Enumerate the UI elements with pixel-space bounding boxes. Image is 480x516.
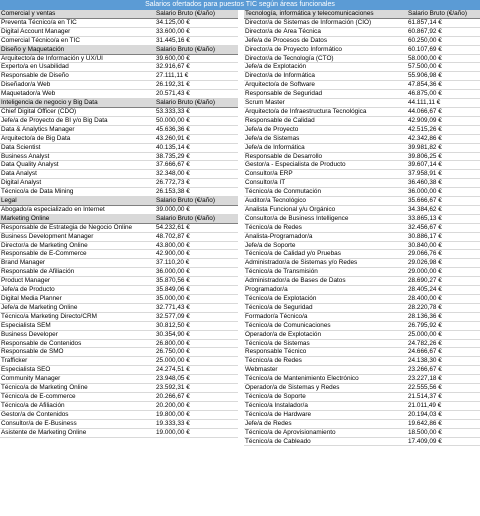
table-row bbox=[244, 19, 480, 28]
role-cell: Consultor/a de E-Business bbox=[1, 419, 77, 427]
section-title: Comercial y ventas bbox=[1, 10, 56, 17]
salary-cell: 24.274,51 € bbox=[156, 366, 190, 374]
table-row bbox=[0, 375, 238, 384]
role-cell: Arquitecto/a de Big Data bbox=[1, 134, 71, 142]
salary-header: Salario Bruto (€/año) bbox=[156, 45, 215, 53]
table-row bbox=[0, 63, 238, 72]
table-row bbox=[244, 304, 480, 313]
salary-cell: 60.250,00 € bbox=[408, 36, 442, 44]
role-cell: Asistente de Marketing Online bbox=[1, 428, 87, 436]
table-row bbox=[244, 420, 480, 429]
role-cell: Arquitecto/a de Infraestructura Tecnológica bbox=[245, 107, 367, 115]
salary-cell: 31.445,16 € bbox=[156, 36, 190, 44]
table-row bbox=[0, 242, 238, 251]
role-cell: Trafficker bbox=[1, 357, 28, 365]
role-cell: Data Scientist bbox=[1, 143, 41, 151]
section-title: Diseño y Maquetación bbox=[1, 45, 65, 53]
salary-cell: 57.500,00 € bbox=[408, 63, 442, 71]
salary-cell: 24.782,26 € bbox=[408, 339, 442, 347]
role-cell: Director/a de Informática bbox=[245, 72, 315, 80]
role-cell: Responsable de Calidad bbox=[245, 116, 315, 124]
salary-cell: 46.875,00 € bbox=[408, 90, 442, 98]
salary-cell: 60.867,92 € bbox=[408, 27, 442, 35]
role-cell: Brand Manager bbox=[1, 259, 46, 267]
table-row bbox=[244, 188, 480, 197]
salary-cell: 35.666,67 € bbox=[408, 197, 442, 205]
table-row bbox=[244, 295, 480, 304]
table-row bbox=[0, 206, 238, 215]
role-cell: Consultor/a ERP bbox=[245, 170, 293, 178]
salary-cell: 19.642,86 € bbox=[408, 419, 442, 427]
role-cell: Técnico/a de Marketing Online bbox=[1, 384, 88, 392]
role-cell: Maquetador/a Web bbox=[1, 90, 56, 98]
table-row bbox=[244, 375, 480, 384]
section-header-row bbox=[244, 10, 480, 19]
right-column bbox=[244, 10, 480, 446]
table-row bbox=[244, 366, 480, 375]
role-cell: Especialista SEM bbox=[1, 321, 51, 329]
salary-header: Salario Bruto (€/año) bbox=[156, 197, 215, 205]
table-row bbox=[244, 81, 480, 90]
role-cell: Analista-Programador/a bbox=[245, 232, 313, 240]
salary-cell: 43.800,00 € bbox=[156, 241, 190, 249]
salary-cell: 29.066,76 € bbox=[408, 250, 442, 258]
table-row bbox=[0, 304, 238, 313]
table-row bbox=[0, 286, 238, 295]
left-column bbox=[0, 10, 238, 438]
role-cell: Director/a de Tecnología (CTO) bbox=[245, 54, 334, 62]
role-cell: Business Development Manager bbox=[1, 232, 94, 240]
table-row bbox=[0, 90, 238, 99]
role-cell: Jefe/a de Proyecto de BI y/o Big Data bbox=[1, 116, 108, 124]
role-cell: Responsable de Contenidos bbox=[1, 339, 82, 347]
table-row bbox=[0, 277, 238, 286]
salary-cell: 38.735,29 € bbox=[156, 152, 190, 160]
salary-cell: 30.840,00 € bbox=[408, 241, 442, 249]
role-cell: Jefe/a de Soporte bbox=[245, 241, 296, 249]
salary-cell: 39.981,82 € bbox=[408, 143, 442, 151]
role-cell: Técnico/a de Sistemas bbox=[245, 339, 310, 347]
table-row bbox=[244, 438, 480, 447]
salary-cell: 39.600,00 € bbox=[156, 54, 190, 62]
table-row bbox=[0, 117, 238, 126]
salary-cell: 53.333,33 € bbox=[156, 107, 190, 115]
table-row bbox=[244, 357, 480, 366]
table-row bbox=[244, 126, 480, 135]
salary-cell: 47.854,36 € bbox=[408, 81, 442, 89]
role-cell: Responsable de Afiliación bbox=[1, 268, 75, 276]
salary-cell: 26.750,00 € bbox=[156, 348, 190, 356]
table-row bbox=[244, 233, 480, 242]
table-row bbox=[0, 37, 238, 46]
table-row bbox=[244, 348, 480, 357]
salary-cell: 28.690,27 € bbox=[408, 277, 442, 285]
table-row bbox=[0, 366, 238, 375]
salary-header: Salario Bruto (€/año) bbox=[156, 10, 215, 17]
salary-cell: 25.000,00 € bbox=[408, 330, 442, 338]
table-row bbox=[244, 161, 480, 170]
table-row bbox=[244, 411, 480, 420]
table-row bbox=[0, 28, 238, 37]
role-cell: Técnico/a Instalador/a bbox=[245, 401, 308, 409]
table-row bbox=[244, 179, 480, 188]
role-cell: Comercial Técnico/a en TIC bbox=[1, 36, 80, 44]
role-cell: Analista Funcional y/u Orgánico bbox=[245, 205, 336, 213]
table-row bbox=[0, 72, 238, 81]
table-row bbox=[0, 357, 238, 366]
salary-cell: 37.110,20 € bbox=[156, 259, 190, 267]
role-cell: Director/a de Marketing Online bbox=[1, 241, 88, 249]
role-cell: Responsable Técnico bbox=[245, 348, 307, 356]
role-cell: Auditor/a Tecnológico bbox=[245, 197, 306, 205]
table-row bbox=[244, 206, 480, 215]
table-row bbox=[0, 19, 238, 28]
salary-cell: 45.636,36 € bbox=[156, 125, 190, 133]
role-cell: Data & Analytics Manager bbox=[1, 125, 75, 133]
table-row bbox=[0, 268, 238, 277]
salary-cell: 32.771,43 € bbox=[156, 303, 190, 311]
table-row bbox=[244, 72, 480, 81]
section-title: Legal bbox=[1, 197, 17, 205]
salary-cell: 26.800,00 € bbox=[156, 339, 190, 347]
table-row bbox=[244, 224, 480, 233]
table-row bbox=[244, 268, 480, 277]
role-cell: Técnico/a de Redes bbox=[245, 357, 302, 365]
role-cell: Abogado/a especializado en Internet bbox=[1, 205, 105, 213]
section-title: Marketing Online bbox=[1, 214, 50, 222]
table-row bbox=[0, 126, 238, 135]
salary-cell: 58.000,00 € bbox=[408, 54, 442, 62]
salary-cell: 24.138,30 € bbox=[408, 357, 442, 365]
salary-cell: 33.865,13 € bbox=[408, 214, 442, 222]
role-cell: Digital Account Manager bbox=[1, 27, 71, 35]
salary-cell: 23.948,05 € bbox=[156, 375, 190, 383]
table-row bbox=[244, 37, 480, 46]
table-row bbox=[244, 108, 480, 117]
salary-cell: 30.354,90 € bbox=[156, 330, 190, 338]
salary-cell: 20.200,00 € bbox=[156, 401, 190, 409]
salary-cell: 55.906,98 € bbox=[408, 72, 442, 80]
salary-cell: 18.500,00 € bbox=[408, 428, 442, 436]
role-cell: Técnico/a de Data Mining bbox=[1, 188, 74, 196]
role-cell: Técnico/a de Seguridad bbox=[245, 303, 313, 311]
salary-cell: 26.795,92 € bbox=[408, 321, 442, 329]
table-row bbox=[244, 429, 480, 438]
table-row bbox=[0, 420, 238, 429]
table-row bbox=[0, 55, 238, 64]
table-row bbox=[0, 429, 238, 438]
role-cell: Técnico/a de Aprovisionamiento bbox=[245, 428, 336, 436]
salary-cell: 20.571,43 € bbox=[156, 90, 190, 98]
role-cell: Responsable de Estrategia de Negocio Online bbox=[1, 223, 133, 231]
section-title: Tecnología, informática y telecomunicaciones bbox=[245, 10, 374, 17]
table-row bbox=[244, 55, 480, 64]
salary-cell: 42.909,09 € bbox=[408, 116, 442, 124]
salary-cell: 44.111,11 € bbox=[408, 99, 441, 107]
salary-cell: 43.260,91 € bbox=[156, 134, 190, 142]
role-cell: Responsable de E-Commerce bbox=[1, 250, 87, 258]
table-row bbox=[244, 170, 480, 179]
table-row bbox=[0, 170, 238, 179]
salary-cell: 36.000,00 € bbox=[156, 268, 190, 276]
role-cell: Jefe/a de Redes bbox=[245, 419, 292, 427]
role-cell: Jefe/a de Marketing Online bbox=[1, 303, 78, 311]
role-cell: Formador/a Técnico/a bbox=[245, 312, 308, 320]
table-row bbox=[244, 340, 480, 349]
role-cell: Técnico/a de Redes bbox=[245, 223, 302, 231]
salary-header: Salario Bruto (€/año) bbox=[408, 10, 467, 17]
role-cell: Jefe/a de Sistemas bbox=[245, 134, 300, 142]
section-header-row bbox=[0, 46, 238, 55]
role-cell: Preventa Técnico/a en TIC bbox=[1, 18, 77, 26]
role-cell: Data Analyst bbox=[1, 170, 37, 178]
salary-cell: 26.772,73 € bbox=[156, 179, 190, 187]
role-cell: Programador/a bbox=[245, 286, 288, 294]
table-row bbox=[0, 250, 238, 259]
salary-cell: 30.812,50 € bbox=[156, 321, 190, 329]
role-cell: Product Manager bbox=[1, 277, 51, 285]
salary-cell: 20.266,67 € bbox=[156, 392, 190, 400]
table-row bbox=[0, 348, 238, 357]
role-cell: Community Manager bbox=[1, 375, 61, 383]
role-cell: Técnico/a de Hardware bbox=[245, 410, 312, 418]
salary-cell: 28.136,36 € bbox=[408, 312, 442, 320]
salary-cell: 29.026,98 € bbox=[408, 259, 442, 267]
table-row bbox=[244, 117, 480, 126]
salary-cell: 23.227,18 € bbox=[408, 375, 442, 383]
role-cell: Director/a de Área Técnica bbox=[245, 27, 321, 35]
table-row bbox=[244, 63, 480, 72]
table-row bbox=[0, 259, 238, 268]
table-row bbox=[0, 81, 238, 90]
salary-cell: 61.857,14 € bbox=[408, 18, 442, 26]
table-row bbox=[0, 233, 238, 242]
role-cell: Especialista SEO bbox=[1, 366, 51, 374]
table-row bbox=[244, 384, 480, 393]
role-cell: Técnico/a de Mantenimiento Electrónico bbox=[245, 375, 359, 383]
role-cell: Scrum Master bbox=[245, 99, 285, 107]
role-cell: Webmaster bbox=[245, 366, 278, 374]
salary-cell: 23.266,67 € bbox=[408, 366, 442, 374]
role-cell: Técnico/a Marketing Directo/CRM bbox=[1, 312, 97, 320]
role-cell: Responsable de Diseño bbox=[1, 72, 69, 80]
salary-cell: 32.916,67 € bbox=[156, 63, 190, 71]
table-row bbox=[0, 313, 238, 322]
section-header-row bbox=[0, 10, 238, 19]
role-cell: Administrador/a de Bases de Datos bbox=[245, 277, 346, 285]
salary-header: Salario Bruto (€/año) bbox=[156, 214, 215, 222]
salary-cell: 48.702,87 € bbox=[156, 232, 190, 240]
salary-cell: 37.958,91 € bbox=[408, 170, 442, 178]
role-cell: Jefe/a de Proyecto bbox=[245, 125, 299, 133]
table-row bbox=[244, 393, 480, 402]
role-cell: Diseñador/a Web bbox=[1, 81, 51, 89]
salary-cell: 24.666,67 € bbox=[408, 348, 442, 356]
table-row bbox=[0, 295, 238, 304]
role-cell: Experto/a en Usabilidad bbox=[1, 63, 69, 71]
salary-cell: 19.333,33 € bbox=[156, 419, 190, 427]
salary-cell: 26.153,38 € bbox=[156, 188, 190, 196]
role-cell: Jefe/a de Informática bbox=[245, 143, 305, 151]
role-cell: Consultor/a de Business Intelligence bbox=[245, 214, 349, 222]
role-cell: Arquitecto/a de Software bbox=[245, 81, 315, 89]
table-row bbox=[0, 331, 238, 340]
role-cell: Jefe/a de Explotación bbox=[245, 63, 307, 71]
salary-cell: 19.000,00 € bbox=[156, 428, 190, 436]
table-row bbox=[0, 402, 238, 411]
table-row bbox=[0, 322, 238, 331]
salary-cell: 50.000,00 € bbox=[156, 116, 190, 124]
table-row bbox=[244, 135, 480, 144]
salary-header: Salario Bruto (€/año) bbox=[156, 99, 215, 107]
table-row bbox=[0, 384, 238, 393]
salary-cell: 28.220,78 € bbox=[408, 303, 442, 311]
salary-cell: 44.066,67 € bbox=[408, 107, 442, 115]
table-row bbox=[244, 197, 480, 206]
salary-cell: 39.000,00 € bbox=[156, 205, 190, 213]
table-row bbox=[244, 313, 480, 322]
table-row bbox=[244, 259, 480, 268]
table-row bbox=[244, 153, 480, 162]
section-title: Inteligencia de negocio y Big Data bbox=[1, 99, 98, 107]
salary-cell: 23.592,31 € bbox=[156, 384, 190, 392]
table-row bbox=[244, 250, 480, 259]
salary-cell: 21.011,49 € bbox=[408, 401, 442, 409]
table-row bbox=[0, 108, 238, 117]
table-row bbox=[0, 411, 238, 420]
table-row bbox=[0, 144, 238, 153]
salary-cell: 21.514,37 € bbox=[408, 392, 442, 400]
role-cell: Técnico/a de Conmutación bbox=[245, 188, 322, 196]
table-row bbox=[244, 402, 480, 411]
table-row bbox=[244, 90, 480, 99]
table-row bbox=[244, 144, 480, 153]
table-row bbox=[0, 161, 238, 170]
salary-cell: 35.849,06 € bbox=[156, 286, 190, 294]
role-cell: Técnico/a de E-commerce bbox=[1, 392, 76, 400]
salary-cell: 28.405,24 € bbox=[408, 286, 442, 294]
role-cell: Gestor/a de Contenidos bbox=[1, 410, 69, 418]
salary-cell: 32.577,09 € bbox=[156, 312, 190, 320]
salary-cell: 35.000,00 € bbox=[156, 295, 190, 302]
salary-cell: 42.900,00 € bbox=[156, 250, 190, 258]
role-cell: Chief Digital Officer (CDO) bbox=[1, 107, 77, 115]
salary-cell: 60.107,69 € bbox=[408, 45, 442, 53]
role-cell: Técnico/a de Afiliación bbox=[1, 401, 65, 409]
role-cell: Administrador/a de Sistemas y/o Redes bbox=[245, 259, 358, 267]
salary-cell: 19.800,00 € bbox=[156, 410, 190, 418]
table-row bbox=[244, 277, 480, 286]
salary-cell: 36.000,00 € bbox=[408, 188, 442, 196]
table-row bbox=[0, 188, 238, 197]
salary-cell: 34.125,00 € bbox=[156, 18, 190, 26]
role-cell: Consultor/a IT bbox=[245, 179, 286, 187]
table-row bbox=[244, 286, 480, 295]
table-row bbox=[244, 215, 480, 224]
salary-cell: 20.194,03 € bbox=[408, 410, 442, 418]
role-cell: Business Developer bbox=[1, 330, 58, 338]
role-cell: Data Quality Analyst bbox=[1, 161, 59, 169]
role-cell: Técnico/a de Cableado bbox=[245, 437, 311, 445]
salary-cell: 40.135,14 € bbox=[156, 143, 190, 151]
salary-cell: 32.348,00 € bbox=[156, 170, 190, 178]
role-cell: Responsable de Seguridad bbox=[245, 90, 323, 98]
salary-cell: 25.000,00 € bbox=[156, 357, 190, 365]
salary-cell: 33.600,00 € bbox=[156, 27, 190, 35]
table-row bbox=[0, 153, 238, 162]
salary-cell: 32.456,67 € bbox=[408, 223, 442, 231]
salary-cell: 35.870,56 € bbox=[156, 277, 190, 285]
salary-cell: 54.232,61 € bbox=[156, 223, 190, 231]
role-cell: Arquitecto/a de Información y UX/UI bbox=[1, 54, 103, 62]
table-row bbox=[244, 322, 480, 331]
role-cell: Jefe/a de Procesos de Datos bbox=[245, 36, 328, 44]
salary-cell: 39.806,25 € bbox=[408, 152, 442, 160]
salary-cell: 37.666,67 € bbox=[156, 161, 190, 169]
role-cell: Gestor/a - Especialista de Producto bbox=[245, 161, 346, 169]
salary-cell: 27.111,11 € bbox=[156, 72, 189, 80]
salary-cell: 28.400,00 € bbox=[408, 295, 442, 302]
role-cell: Digital Analyst bbox=[1, 179, 42, 187]
role-cell: Técnico/a de Soporte bbox=[245, 392, 306, 400]
role-cell: Técnico/a de Explotación bbox=[245, 295, 317, 302]
table-row bbox=[244, 242, 480, 251]
role-cell: Digital Media Planner bbox=[1, 295, 62, 302]
role-cell: Responsable de SMO bbox=[1, 348, 64, 356]
salary-cell: 39.607,14 € bbox=[408, 161, 442, 169]
section-header-row bbox=[0, 197, 238, 206]
role-cell: Técnico/a de Transmisión bbox=[245, 268, 318, 276]
table-row bbox=[244, 331, 480, 340]
role-cell: Business Analyst bbox=[1, 152, 50, 160]
role-cell: Operador/a de Explotación bbox=[245, 330, 322, 338]
table-row bbox=[0, 179, 238, 188]
role-cell: Técnico/a de Calidad y/o Pruebas bbox=[245, 250, 341, 258]
salary-cell: 36.460,38 € bbox=[408, 179, 442, 187]
salary-cell: 26.192,31 € bbox=[156, 81, 190, 89]
table-row bbox=[244, 99, 480, 108]
section-header-row bbox=[0, 215, 238, 224]
role-cell: Jefe/a de Producto bbox=[1, 286, 55, 294]
table-row bbox=[0, 135, 238, 144]
role-cell: Técnico/a de Comunicaciones bbox=[245, 321, 331, 329]
role-cell: Operador/a de Sistemas y Redes bbox=[245, 384, 340, 392]
salary-cell: 29.000,00 € bbox=[408, 268, 442, 276]
table-row bbox=[0, 340, 238, 349]
salary-cell: 42.342,86 € bbox=[408, 134, 442, 142]
role-cell: Director/a de Sistemas de Información (CIO) bbox=[245, 18, 372, 26]
table-row bbox=[244, 28, 480, 37]
table-row bbox=[0, 224, 238, 233]
salary-cell: 34.384,62 € bbox=[408, 205, 442, 213]
salary-cell: 30.886,17 € bbox=[408, 232, 442, 240]
table-row bbox=[244, 46, 480, 55]
role-cell: Director/a de Proyecto Informático bbox=[245, 45, 342, 53]
section-header-row bbox=[0, 99, 238, 108]
salary-cell: 22.555,56 € bbox=[408, 384, 442, 392]
salary-cell: 42.515,26 € bbox=[408, 125, 442, 133]
sheet-title: Salarios ofertados para puestos TIC según áreas funcionales bbox=[0, 0, 480, 10]
table-row bbox=[0, 393, 238, 402]
role-cell: Responsable de Desarrollo bbox=[245, 152, 323, 160]
salary-cell: 17.409,09 € bbox=[408, 437, 442, 445]
